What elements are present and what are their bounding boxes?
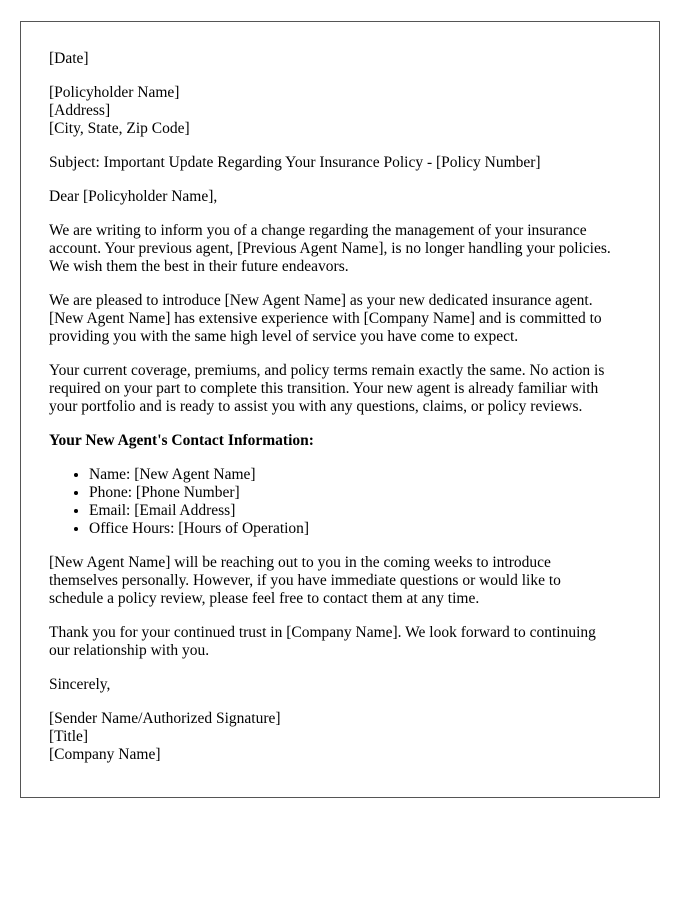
paragraph-line: We are writing to inform you of a change regarding the management of your insurance bbox=[49, 222, 587, 239]
paragraph-line: schedule a policy review, please feel free to contact them at any time. bbox=[49, 590, 480, 607]
paragraph-outreach bbox=[49, 554, 631, 608]
recipient-name: [Policyholder Name] bbox=[49, 84, 180, 101]
recipient-city-state-zip: [City, State, Zip Code] bbox=[49, 120, 190, 137]
paragraph-line: [New Agent Name] has extensive experience with [Company Name] and is committed to bbox=[49, 310, 602, 327]
signature-name: [Sender Name/Authorized Signature] bbox=[49, 710, 281, 727]
recipient-address: [Address] bbox=[49, 102, 111, 119]
paragraph-line: our relationship with you. bbox=[49, 642, 210, 659]
signature-title: [Title] bbox=[49, 728, 89, 745]
subject-line: Subject: Important Update Regarding Your Insurance Policy - [Policy Number] bbox=[49, 154, 541, 171]
paragraph-line: providing you with the same high level of service you have come to expect. bbox=[49, 328, 519, 345]
paragraph-line: We are pleased to introduce [New Agent Name] as your new dedicated insurance agent. bbox=[49, 292, 593, 309]
signature-company: [Company Name] bbox=[49, 746, 161, 763]
paragraph-line: your portfolio and is ready to assist you with any questions, claims, or policy reviews. bbox=[49, 398, 583, 415]
paragraph-line: [New Agent Name] will be reaching out to you in the coming weeks to introduce bbox=[49, 554, 551, 571]
paragraph-coverage bbox=[49, 362, 631, 416]
paragraph-line: required on your part to complete this transition. Your new agent is already familiar with bbox=[49, 380, 599, 397]
contact-item-office-hours: • Office Hours: [Hours of Operation] bbox=[89, 520, 631, 538]
contact-list bbox=[49, 466, 631, 538]
contact-item-email: • Email: [Email Address] bbox=[89, 502, 631, 520]
contact-item-phone: • Phone: [Phone Number] bbox=[89, 484, 631, 502]
paragraph-line: Your current coverage, premiums, and policy terms remain exactly the same. No action is bbox=[49, 362, 605, 379]
paragraph-line: We wish them the best in their future endeavors. bbox=[49, 258, 349, 275]
recipient-block bbox=[49, 84, 631, 138]
closing: Sincerely, bbox=[49, 676, 111, 693]
signature-block bbox=[49, 710, 631, 764]
salutation: Dear [Policyholder Name], bbox=[49, 188, 218, 205]
contact-heading: Your New Agent's Contact Information: bbox=[49, 432, 314, 449]
paragraph-line: Thank you for your continued trust in [Company Name]. We look forward to continuing bbox=[49, 624, 596, 641]
letter-page bbox=[20, 21, 660, 798]
contact-item-name: • Name: [New Agent Name] bbox=[89, 466, 631, 484]
letter-date: [Date] bbox=[49, 50, 89, 67]
paragraph-new-agent bbox=[49, 292, 631, 346]
paragraph-line: account. Your previous agent, [Previous Agent Name], is no longer handling your policies. bbox=[49, 240, 611, 257]
paragraph-line: themselves personally. However, if you have immediate questions or would like to bbox=[49, 572, 561, 589]
paragraph-thanks bbox=[49, 624, 631, 660]
paragraph-agent-change bbox=[49, 222, 631, 276]
